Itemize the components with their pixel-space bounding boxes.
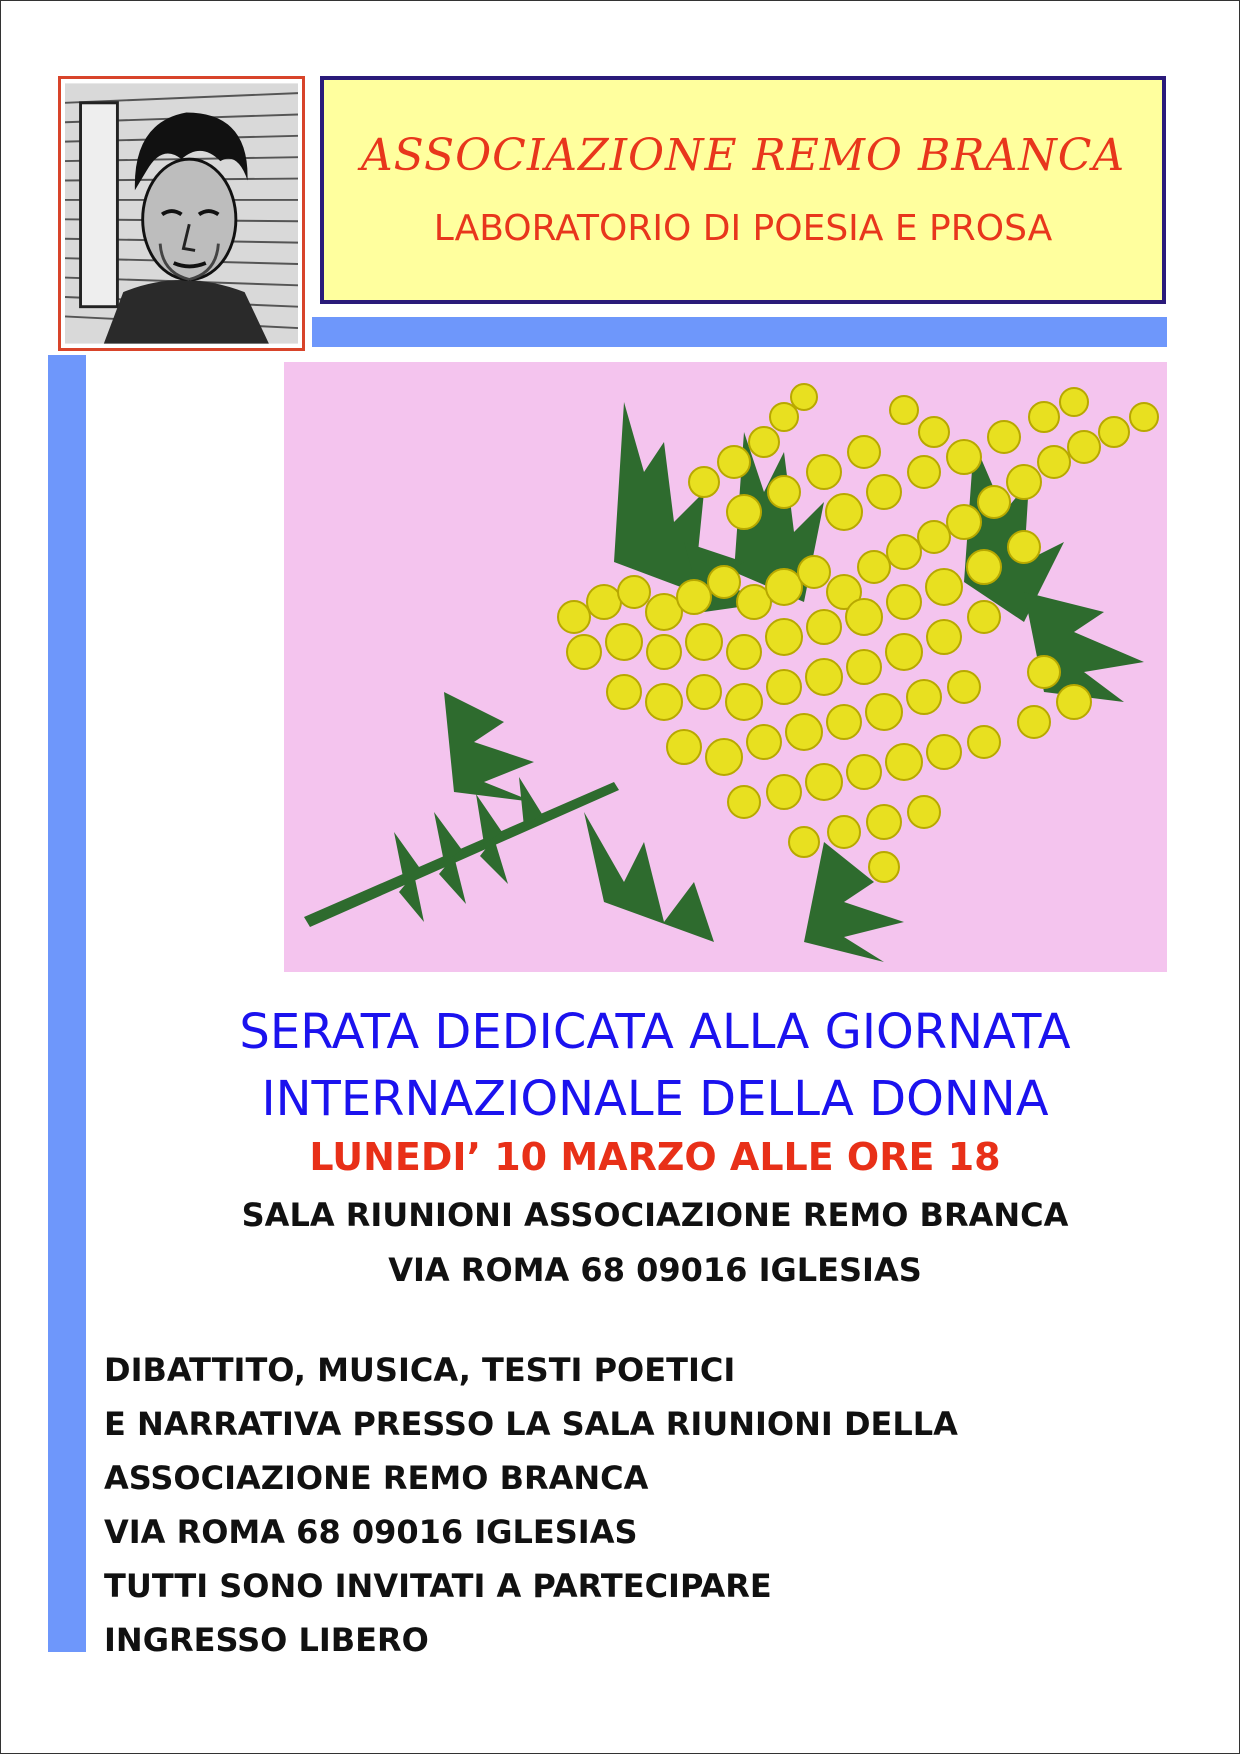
headline-line-1: SERATA DEDICATA ALLA GIORNATA <box>239 1004 1071 1060</box>
portrait-image <box>58 76 305 351</box>
portrait-icon <box>65 83 298 344</box>
event-date: LUNEDI’ 10 MARZO ALLE ORE 18 <box>309 1135 1001 1179</box>
association-title: ASSOCIAZIONE REMO BRANCA <box>360 130 1126 181</box>
venue-line-1: SALA RIUNIONI ASSOCIAZIONE REMO BRANCA <box>241 1196 1069 1234</box>
decorative-bar-left <box>48 355 86 1652</box>
detail-line: DIBATTITO, MUSICA, TESTI POETICI <box>104 1351 736 1389</box>
detail-line: TUTTI SONO INVITATI A PARTECIPARE <box>104 1567 772 1605</box>
detail-line: ASSOCIAZIONE REMO BRANCA <box>104 1459 649 1497</box>
headline-line-2: INTERNAZIONALE DELLA DONNA <box>261 1071 1049 1127</box>
header-box <box>320 76 1166 304</box>
mimosa-icon <box>284 362 1167 972</box>
detail-line: E NARRATIVA PRESSO LA SALA RIUNIONI DELLA <box>104 1405 958 1443</box>
details-list <box>104 1350 958 1674</box>
decorative-bar-top <box>312 317 1167 347</box>
detail-line: INGRESSO LIBERO <box>104 1621 429 1659</box>
mimosa-photo <box>284 362 1167 972</box>
detail-line: VIA ROMA 68 09016 IGLESIAS <box>104 1513 638 1551</box>
laboratory-subtitle: LABORATORIO DI POESIA E PROSA <box>433 208 1053 249</box>
venue-line-2: VIA ROMA 68 09016 IGLESIAS <box>388 1251 922 1289</box>
